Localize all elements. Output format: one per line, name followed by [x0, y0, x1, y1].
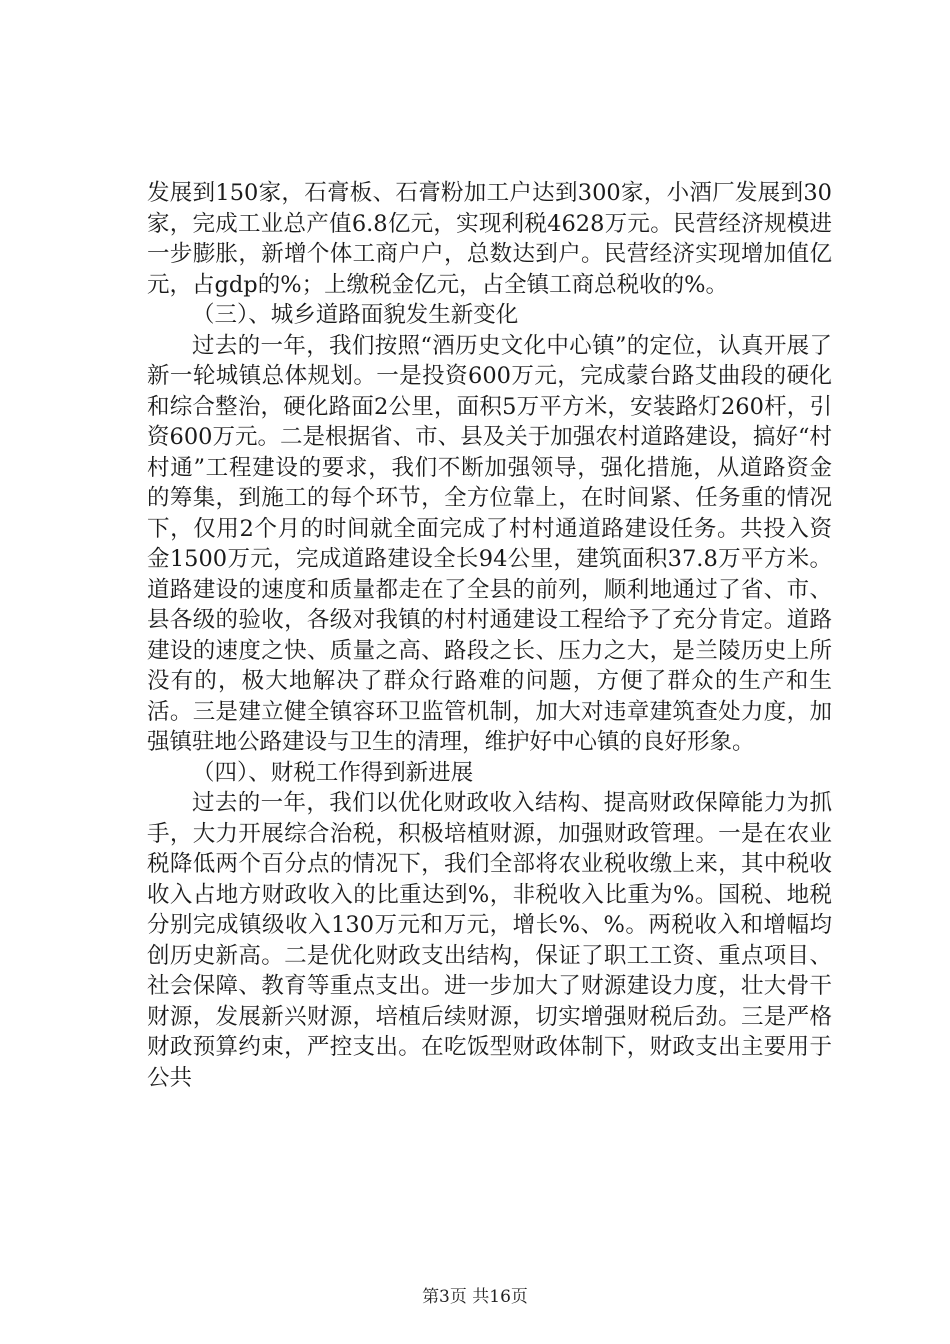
paragraph-finance: 过去的一年，我们以优化财政收入结构、提高财政保障能力为抓手，大力开展综合治税，积极培植财源，加强财政管理。一是在农业税降低两个百分点的情况下，我们全部将农业税收缴上来，其中税收收入占地方财政收入的比重达到%，非税收入比重为%。国税、地税分别完成镇级收入130万元和万元，增长%、%。两税收入和增幅均创历史新高。二是优化财政支出结构，保证了职工工资、重点项目、社会保障、教育等重点支出。进一步加大了财源建设力度，壮大骨干财源，发展新兴财源，培植后续财源，切实增强财税后劲。三是严格财政预算约束，严控支出。在吃饭型财政体制下，财政支出主要用于公共: [147, 790, 832, 1091]
document-body: [147, 178, 832, 1093]
paragraph-industry: 发展到150家，石膏板、石膏粉加工户达到300家，小酒厂发展到30家，完成工业总产值6.8亿元，实现利税4628万元。民营经济规模进一步膨胀，新增个体工商户户，总数达到户。民营经济实现增加值亿元，占gdp的%；上缴税金亿元，占全镇工商总税收的%。: [147, 180, 832, 298]
section-heading-finance: （四）、财税工作得到新进展: [192, 759, 474, 786]
section-heading-roads: （三）、城乡道路面貌发生新变化: [192, 302, 519, 328]
page-number: 第3页 共16页: [422, 1287, 528, 1307]
paragraph-roads: 过去的一年，我们按照“酒历史文化中心镇”的定位，认真开展了新一轮城镇总体规划。一是投资600万元，完成蒙台路艾曲段的硬化和综合整治，硬化路面2公里，面积5万平方米，安装路灯260杆，引资600万元。二是根据省、市、县及关于加强农村道路建设，搞好“村村通”工程建设的要求，我们不断加强领导，强化措施，从道路资金的筹集，到施工的每个环节，全方位靠上，在时间紧、任务重的情况下，仅用2个月的时间就全面完成了村村通道路建设任务。共投入资金1500万元，完成道路建设全长94公里，建筑面积37.8万平方米。道路建设的速度和质量都走在了全县的前列，顺利地通过了省、市、县各级的验收，各级对我镇的村村通建设工程给予了充分肯定。道路建设的速度之快、质量之高、路段之长、压力之大，是兰陵历史上所没有的，极大地解决了群众行路难的问题，方便了群众的生产和生活。三是建立健全镇容环卫监管机制，加大对违章建筑查处力度，加强镇驻地公路建设与卫生的清理，维护好中心镇的良好形象。: [147, 332, 832, 755]
page-footer: [0, 1282, 950, 1307]
